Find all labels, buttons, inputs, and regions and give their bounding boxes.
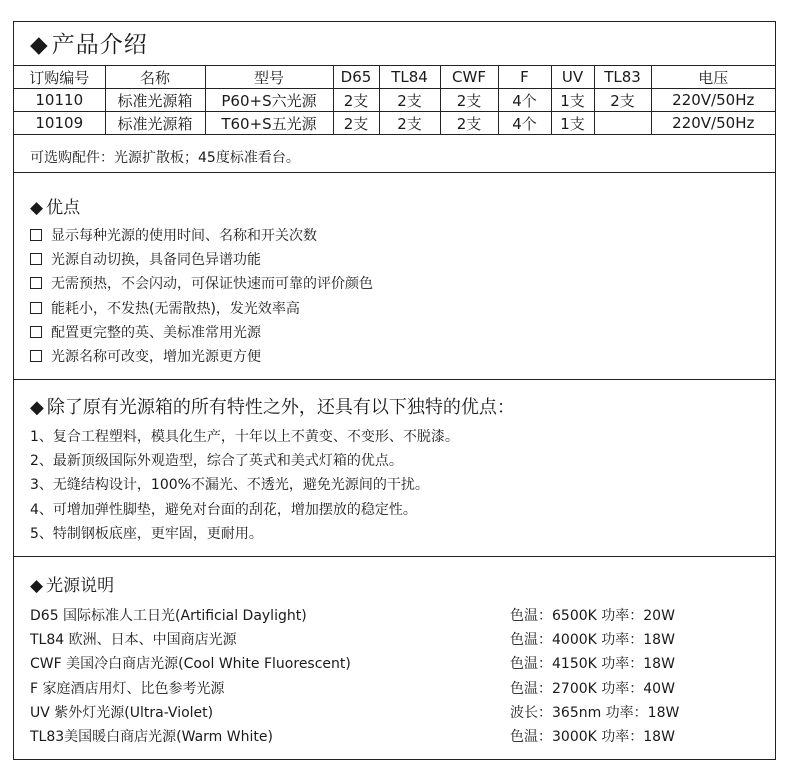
advantages-title [30,193,80,218]
table-cell: 2支 [440,89,498,112]
checkbox-square-icon [30,253,42,265]
table-cell: 标准光源箱 [105,89,205,112]
header-tl83: TL83 [594,66,651,89]
list-item [30,345,373,369]
light-source-item [30,701,730,725]
list-item-text: 显示每种光源的使用时间、名称和开关次数 [51,228,317,244]
list-item-text: 无需预热，不会闪动，可保证快速而可靠的评价颜色 [51,276,373,293]
section-divider [14,379,775,380]
light-source-item [30,677,730,701]
table-cell: 标准光源箱 [105,112,205,135]
header-cwf: CWF [440,66,498,89]
header-f: F [498,66,551,89]
light-source-name: F 家庭酒店用灯、比色参考光源 [30,680,225,697]
table-cell: 2支 [333,112,379,135]
intro-title [30,26,148,59]
table-cell: 4个 [498,89,551,112]
header-order-no: 订购编号 [14,66,105,89]
list-item-text: 配置更完整的英、美标准常用光源 [51,324,261,341]
light-source-spec: 色温：4150K 功率：18W [510,656,675,673]
light-source-spec: 色温：6500K 功率：20W [510,608,675,624]
list-item: 4、可增加弹性脚垫，避免对台面的刮花，增加摆放的稳定性。 [30,501,417,518]
light-source-item [30,604,730,628]
table-row [14,112,775,135]
document-frame [13,21,776,760]
accessories-note: 可选购配件：光源扩散板；45度标准看台。 [30,150,300,166]
product-spec-table [14,65,775,135]
header-name: 名称 [105,66,205,89]
light-source-item [30,725,730,749]
list-item: 3、无缝结构设计，100%不漏光、不透光，避免光源间的干扰。 [30,477,429,494]
table-cell: 4个 [498,112,551,135]
table-cell: 10109 [14,112,105,135]
list-item-text: 光源自动切换，具备同色异谱功能 [51,252,261,269]
section-divider [14,556,775,557]
table-cell: 1支 [551,89,594,112]
advantages-list [30,224,373,369]
table-cell: 10110 [14,89,105,112]
list-item [30,321,373,345]
light-source-item [30,628,730,652]
diamond-bullet-icon: ◆ [30,397,44,418]
list-item: 1、复合工程塑料，模具化生产，十年以上不黄变、不变形、不脱漆。 [30,429,459,445]
checkbox-square-icon [30,302,42,314]
unique-title-text: 除了原有光源箱的所有特性之外，还具有以下独特的优点： [46,397,515,418]
diamond-bullet-icon: ◆ [30,32,49,58]
header-model: 型号 [205,66,333,89]
table-cell: 220V/50Hz [651,89,775,112]
table-cell: 2支 [379,89,440,112]
table-cell: 220V/50Hz [651,112,775,135]
table-cell: 2支 [440,112,498,135]
table-cell: 2支 [379,112,440,135]
list-item: 2、最新顶级国际外观造型，综合了英式和美式灯箱的优点。 [30,453,403,470]
light-source-item [30,652,730,676]
light-source-name: UV 紫外灯光源(Ultra-Violet) [30,704,214,721]
header-voltage: 电压 [651,66,775,89]
section-divider [14,172,775,173]
list-item: 5、特制钢板底座，更牢固，更耐用。 [30,525,263,542]
checkbox-square-icon [30,326,42,338]
lights-title [30,571,114,596]
light-source-spec: 波长：365nm 功率：18W [510,704,680,721]
list-item-text: 光源名称可改变，增加光源更方便 [51,348,261,365]
light-source-spec: 色温：3000K 功率：18W [510,728,675,745]
lights-title-text: 光源说明 [46,576,115,596]
light-source-name: CWF 美国冷白商店光源(Cool White Fluorescent) [30,656,351,673]
table-cell: P60+S六光源 [205,89,333,112]
table-cell [594,112,651,135]
light-source-name: D65 国际标准人工日光(Artificial Daylight) [30,608,307,624]
light-source-spec: 色温：4000K 功率：18W [510,632,675,649]
checkbox-square-icon [30,277,42,289]
table-header-row [14,66,775,89]
header-d65: D65 [333,66,379,89]
list-item [30,248,373,272]
checkbox-square-icon [30,229,42,241]
light-source-name: TL83美国暖白商店光源(Warm White) [30,728,273,745]
diamond-bullet-icon: ◆ [30,198,44,218]
unique-title [30,393,515,419]
header-tl84: TL84 [379,66,440,89]
table-cell: T60+S五光源 [205,112,333,135]
advantages-title-text: 优点 [46,198,81,218]
list-item [30,297,373,321]
list-item [30,272,373,296]
unique-list [30,425,459,546]
list-item [30,224,373,248]
list-item-text: 能耗小，不发热(无需散热)，发光效率高 [51,300,300,317]
table-cell: 2支 [333,89,379,112]
header-uv: UV [551,66,594,89]
diamond-bullet-icon: ◆ [30,576,44,596]
light-source-name: TL84 欧洲、日本、中国商店光源 [30,632,237,649]
table-cell: 1支 [551,112,594,135]
table-cell: 2支 [594,89,651,112]
checkbox-square-icon [30,350,42,362]
light-source-spec: 色温：2700K 功率：40W [510,680,675,697]
table-row [14,89,775,112]
light-source-list [30,604,730,749]
intro-title-text: 产品介绍 [51,32,148,58]
